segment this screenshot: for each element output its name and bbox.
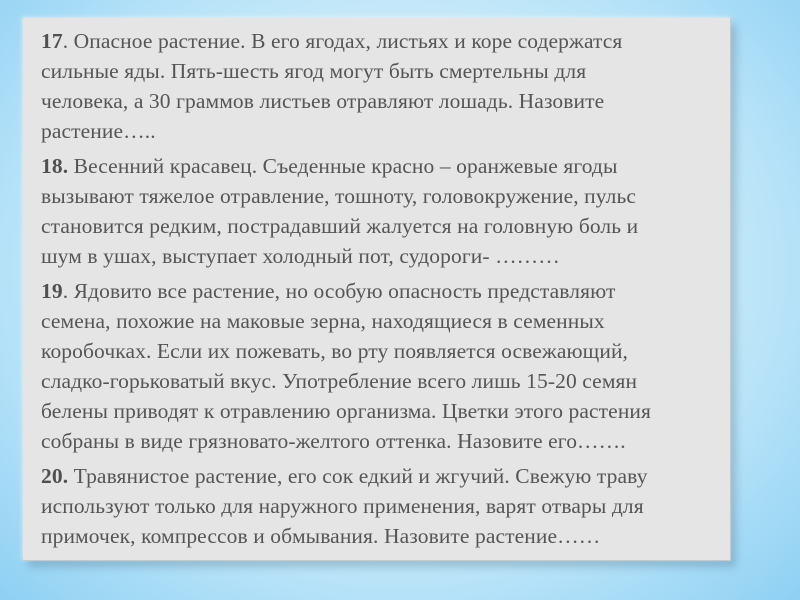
- question-17-number: 17: [41, 29, 63, 53]
- question-17-text-4: растение…..: [41, 119, 156, 143]
- question-20-text-2: используют только для наружного применения, варят отвары для: [41, 494, 644, 518]
- question-20-number: 20.: [41, 464, 69, 488]
- question-17-text-3: человека, а 30 граммов листьев отравляют лошадь. Назовите: [41, 89, 605, 113]
- question-18: [41, 151, 721, 271]
- question-18-text-4: шум в ушах, выступает холодный пот, судороги- ………: [41, 244, 560, 268]
- question-20: [41, 461, 721, 551]
- question-18-number: 18.: [41, 154, 69, 178]
- question-20-text-1: Травянистое растение, его сок едкий и жгучий. Свежую траву: [68, 464, 648, 488]
- question-17-line-1: [41, 26, 721, 56]
- question-19-text-4: сладко-горьковатый вкус. Употребление всего лишь 15-20 семян: [41, 369, 638, 393]
- question-19-text-2: семена, похожие на маковые зерна, находящиеся в семенных: [41, 309, 605, 333]
- question-17-number-suffix: .: [62, 29, 69, 53]
- question-19-text-6: собраны в виде грязновато-желтого оттенка. Назовите его…….: [41, 429, 626, 453]
- question-18-text-1: Весенний красавец. Съеденные красно – оранжевые ягоды: [68, 154, 618, 178]
- question-18-text-2: вызывают тяжелое отравление, тошноту, головокружение, пульс: [41, 184, 637, 208]
- question-19-text-3: коробочках. Если их пожевать, во рту появляется освежающий,: [41, 339, 629, 363]
- question-19-text-1: Ядовито все растение, но особую опасность представляют: [68, 279, 616, 303]
- question-20-line-1: [41, 461, 721, 491]
- question-17-text-2: сильные яды. Пять-шесть ягод могут быть смертельны для: [41, 59, 587, 83]
- question-20-text-3: примочек, компрессов и обмывания. Назовите растение……: [41, 524, 601, 548]
- question-19: [41, 276, 721, 456]
- slide-content: [41, 26, 721, 556]
- question-18-text-3: становится редким, пострадавший жалуется на головную боль и: [41, 214, 639, 238]
- question-19-number: 19: [41, 279, 63, 303]
- question-19-line-1: [41, 276, 721, 306]
- question-17: [41, 26, 721, 146]
- question-19-text-5: белены приводят к отравлению организма. Цветки этого растения: [41, 399, 652, 423]
- question-18-line-1: [41, 151, 721, 181]
- question-19-number-suffix: .: [62, 279, 69, 303]
- question-17-text-1: Опасное растение. В его ягодах, листьях и коре содержатся: [68, 29, 623, 53]
